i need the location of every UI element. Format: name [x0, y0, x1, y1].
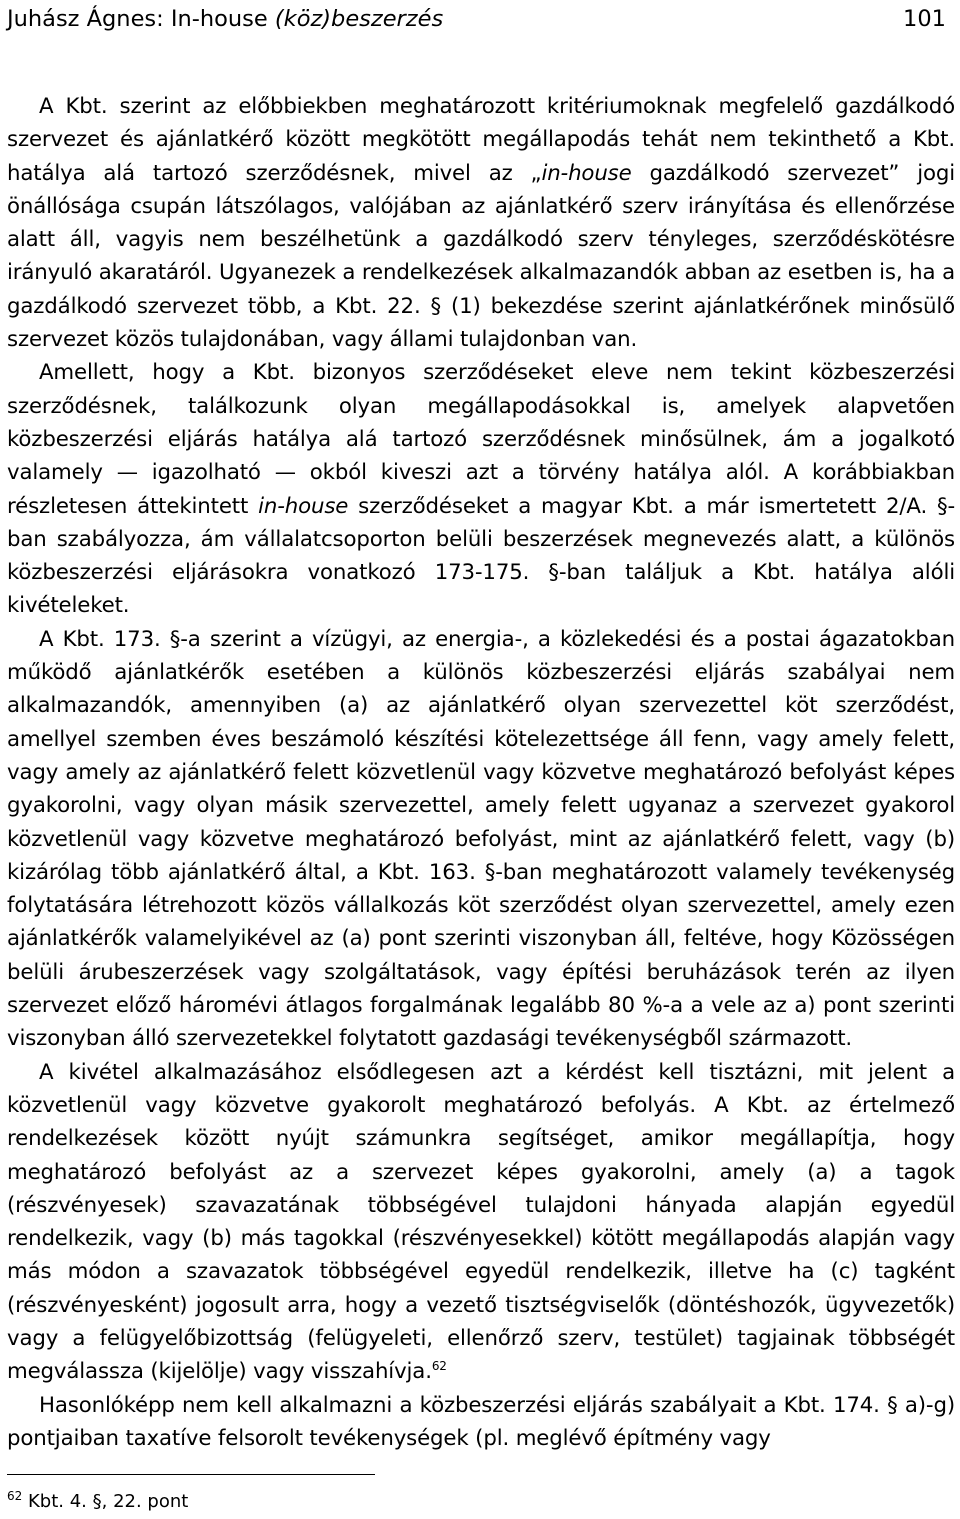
running-header: [7, 4, 946, 44]
running-title-italic: (köz)beszerzés: [274, 6, 444, 32]
paragraph-text: A Kbt. szerint az előbbiekben meghatározott kritériumoknak megfelelő gazdálkodó szervezet és ajánlatkérő között megkötött megállapodás tehát nem tekinthető a Kbt. hatálya alá tartozó szerződésnek, mivel az „: [7, 94, 955, 186]
italic-term: in-house: [541, 160, 632, 186]
paragraph-text: A kivétel alkalmazásához elsődlegesen azt a kérdést kell tisztázni, mit jelent a közvetlenül vagy közvetve gyakorolt meghatározó befolyás. A Kbt. az értelmező rendelkezések között nyújt számunkra segítséget, amikor megállapítja, hogy meghatározó befolyást az a szervezet képes gyakorolni, amely (a) a tagok (részvényesek) szavazatának többségével tulajdoni hányada alapján egyedül rendelkezik, vagy (b) más tagokkal (részvényesekkel) kötött megállapodás alapján vagy más módon a szavazatok többségével egyedül rendelkezik, illetve ha (c) tagként (részvényesként) jogosult arra, hogy a vezető tisztségviselők (döntéshozók, ügyvezetők) vagy a felügyelőbizottság (felügyeleti, ellenőrző szerv, testület) tagjainak többségét megválassza (kijelölje) vagy visszahívja.: [7, 1059, 955, 1385]
paragraph-text: Hasonlóképp nem kell alkalmazni a közbeszerzési eljárás szabályait a Kbt. 174. § a)-g) pontjaiban taxatíve felsorolt tevékenységek (pl. meglévő építmény vagy: [7, 1392, 955, 1451]
footnote-reference[interactable]: 62: [431, 1359, 447, 1374]
page-number: 101: [903, 6, 946, 32]
footnote-separator: [7, 1474, 375, 1475]
running-title-plain: Juhász Ágnes: In-house: [7, 6, 275, 32]
paragraph: [7, 1389, 955, 1456]
paragraph-text: szerződéseket a magyar Kbt. a már ismertetett 2/A. §-ban szabályozza, ám vállalatcsoporton belüli beszerzések megnevezés alatt, a különös közbeszerzési eljárásokra vonatkozó 173-175. §-ban találjuk a Kbt. hatálya alóli kivételeket.: [7, 493, 955, 619]
paragraph: [7, 356, 955, 622]
footnote: [7, 1490, 188, 1514]
body-text: [7, 90, 955, 1455]
paragraph: [7, 1056, 955, 1389]
paragraph-text: A Kbt. 173. §-a szerint a vízügyi, az energia-, a közlekedési és a postai ágazatokban működő ajánlatkérők esetében a különös közbeszerzési eljárás szabályai nem alkalmazandók, amennyiben (a) az ajánlatkérő olyan szervezettel köt szerződést, amellyel szemben éves beszámoló készítési kötelezettsége áll fenn, vagy amely felett, vagy amely az ajánlatkérő felett közvetlenül vagy közvetve meghatározó befolyást képes gyakorolni, vagy olyan másik szervezettel, amely felett ugyanaz a szervezet gyakorol közvetlenül vagy közvetve meghatározó befolyást, mint az ajánlatkérő felett, vagy (b) kizárólag több ajánlatkérő által, a Kbt. 163. §-ban meghatározott valamely tevékenység folytatására létrehozott közös vállalkozás köt szerződést olyan szervezettel, amely ezen ajánlatkérők valamelyikével az (a) pont szerinti viszonyban áll, feltéve, hogy Közösségen belüli árubeszerzések vagy szolgáltatások, vagy építési beruházások terén az ilyen szervezet előző háromévi átlagos forgalmának legalább 80 %-a a vele az a) pont szerinti viszonyban álló szervezetekkel folytatott gazdasági tevékenységből származott.: [7, 626, 955, 1052]
footnote-number: 62: [7, 1489, 23, 1503]
paragraph: [7, 90, 955, 356]
running-title: [7, 4, 443, 34]
paragraph-text: gazdálkodó szervezet” jogi önállósága csupán látszólagos, valójában az ajánlatkérő szerv irányítása és ellenőrzése alatt áll, vagyis nem beszélhetünk a gazdálkodó szerv tényleges, szerződéskötésre irányuló akaratáról. Ugyanezek a rendelkezések alkalmazandók abban az esetben is, ha a gazdálkodó szervezet több, a Kbt. 22. § (1) bekezdése szerint ajánlatkérőnek minősülő szervezet közös tulajdonában, vagy állami tulajdonban van.: [7, 160, 955, 353]
paragraph: [7, 623, 955, 1056]
footnote-text: Kbt. 4. §, 22. pont: [22, 1491, 189, 1512]
italic-term: in-house: [258, 493, 349, 519]
paragraph-text: Amellett, hogy a Kbt. bizonyos szerződéseket eleve nem tekint közbeszerzési szerződésnek, találkozunk olyan megállapodásokkal is, amelyek alapvetően közbeszerzési eljárás hatálya alá tartozó szerződésnek minősülnek, ám a jogalkotó valamely — igazolható — okból kiveszi azt a törvény hatálya alól. A korábbiakban részletesen áttekintett: [7, 360, 955, 519]
